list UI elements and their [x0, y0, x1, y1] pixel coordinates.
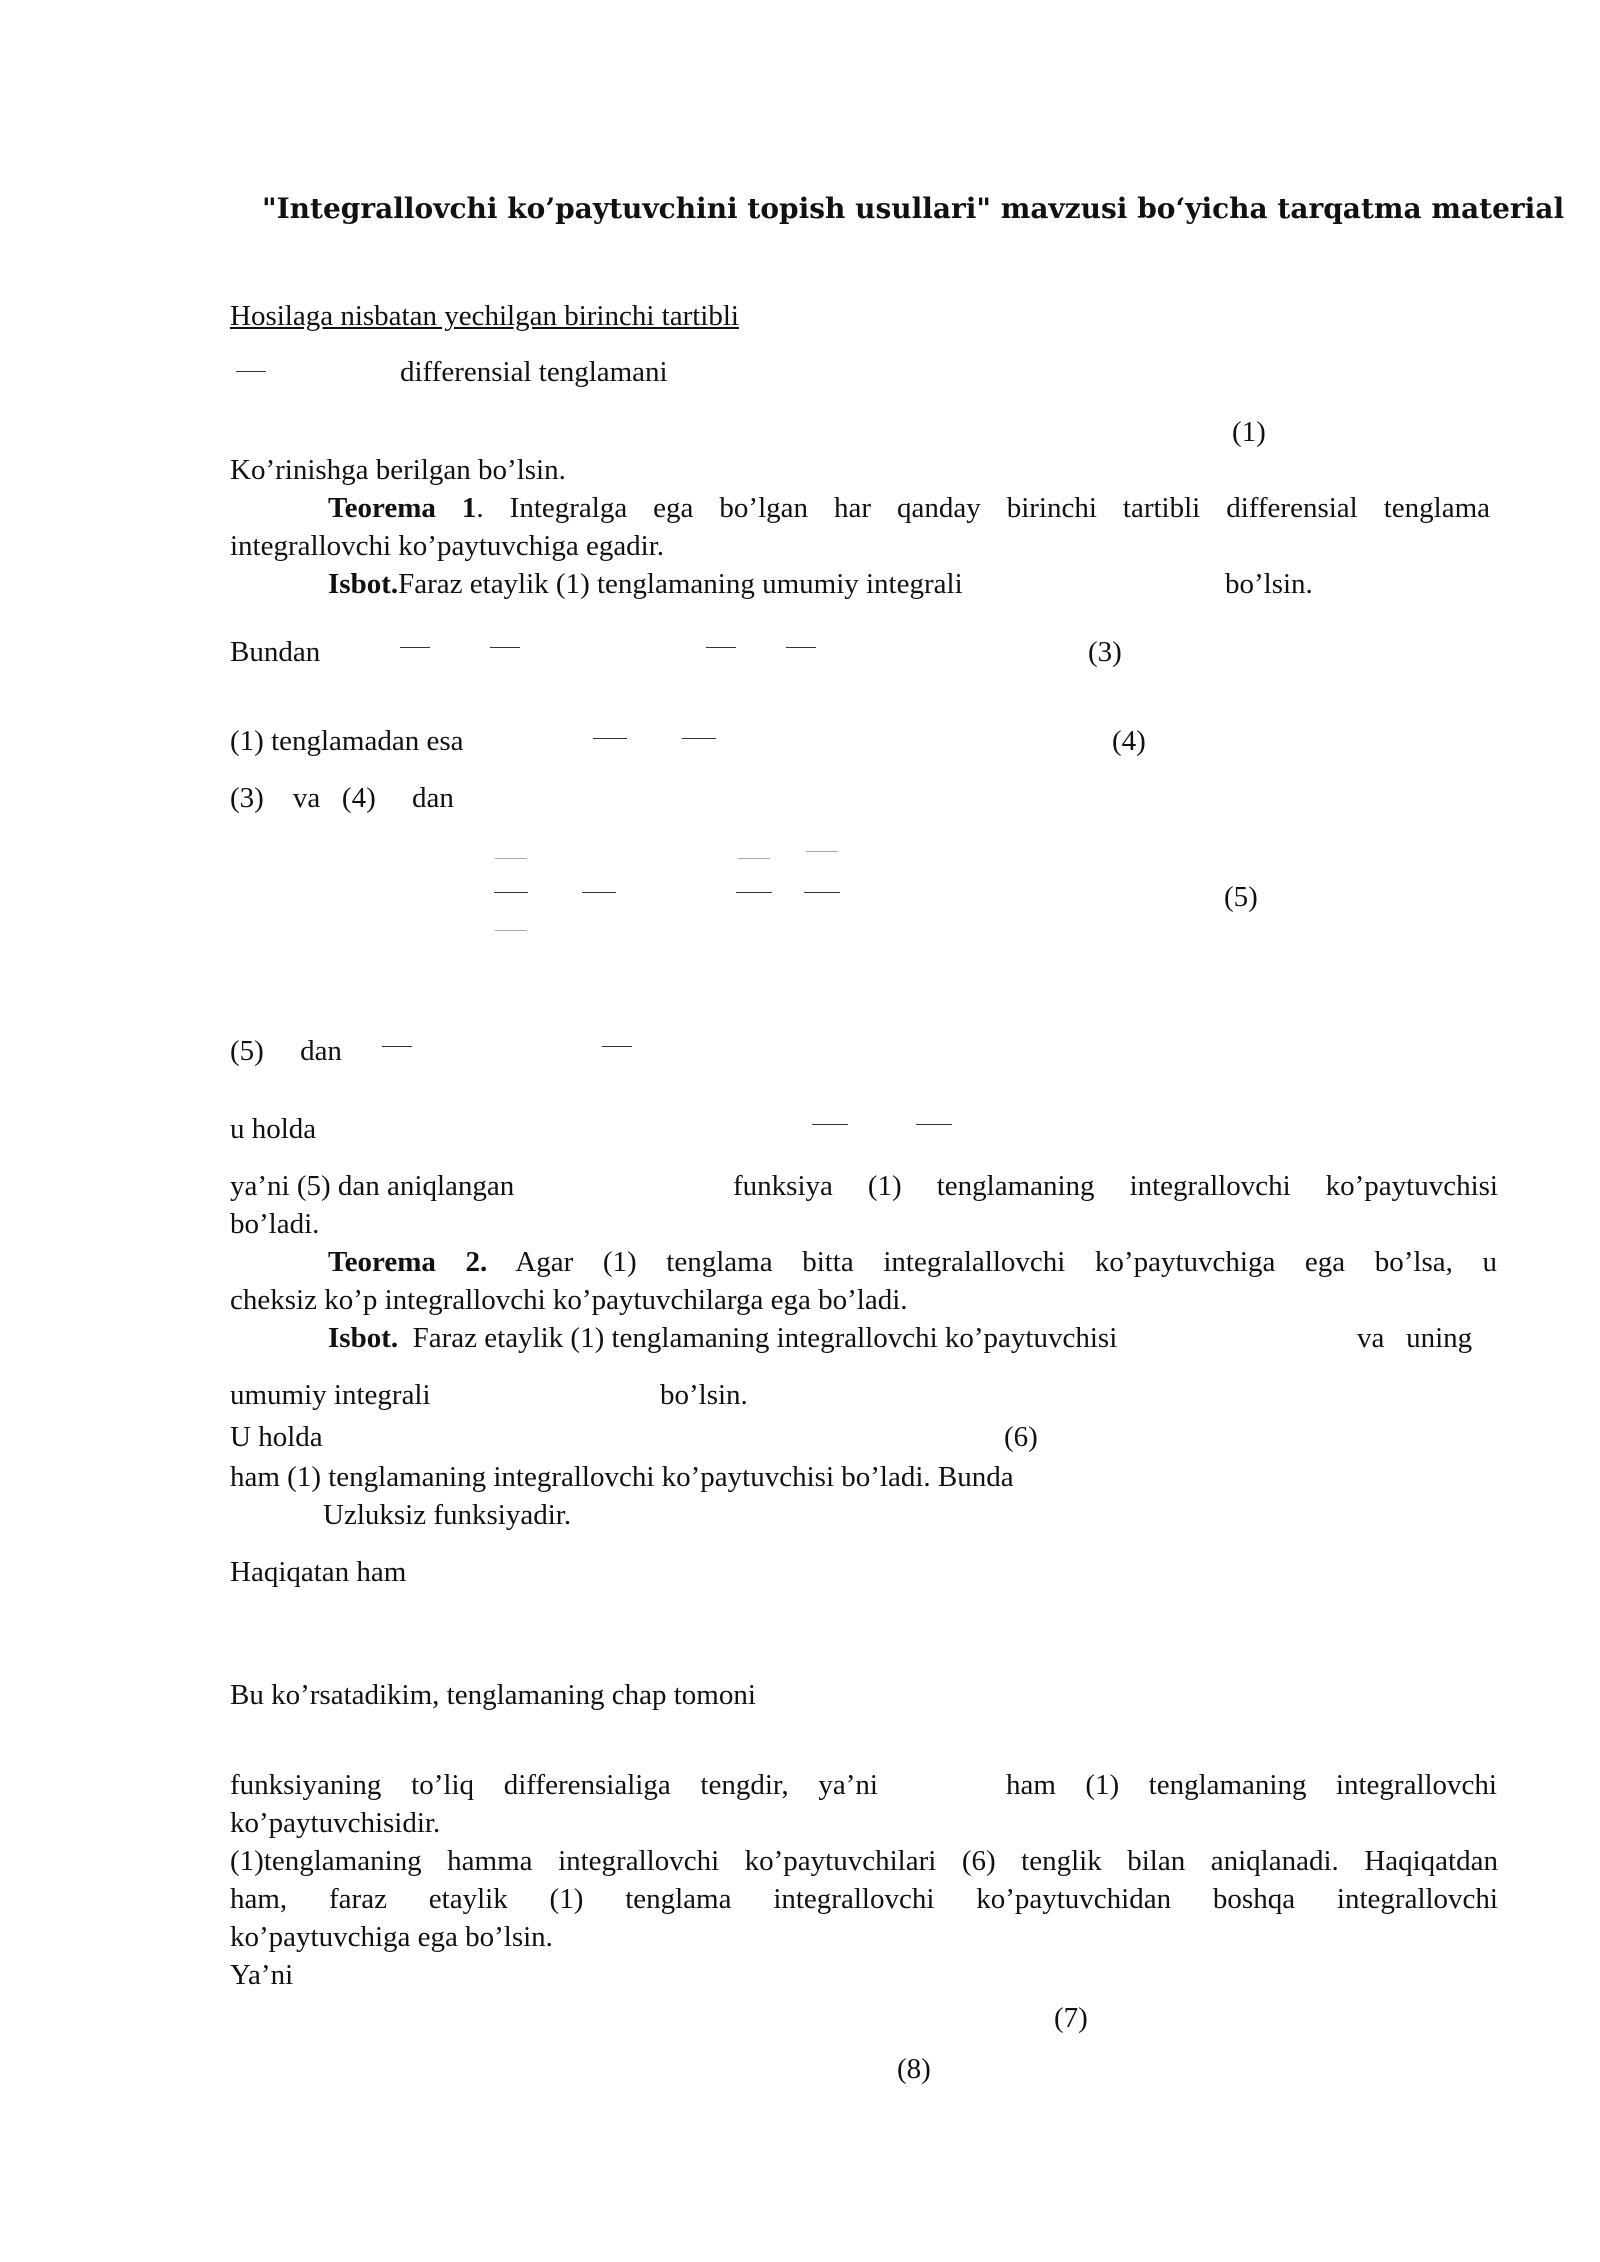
paragraph-text: ham (1) tenglamaning integrallovchi ko’paytuvchisi bo’ladi. Bunda [230, 1461, 1014, 1493]
fraction-bar [602, 1046, 632, 1047]
proof-2-label: Isbot. [328, 1322, 399, 1354]
proof-2-line [328, 1319, 1117, 1357]
paragraph-text: U holda [230, 1421, 323, 1453]
paragraph-text: funksiyaning to’liq differensialiga tengdir, ya’ni [230, 1769, 878, 1801]
paragraph-text: funksiya (1) tenglamaning integrallovchi ko’paytuvchisi [733, 1170, 1498, 1202]
paragraph-text: bo’ladi. [230, 1208, 320, 1240]
fraction-bar [738, 858, 770, 859]
fraction-bar [582, 892, 616, 893]
intro-line-2: differensial tenglamani [400, 356, 668, 388]
paragraph-text: Ko’rinishga berilgan bo’lsin. [230, 454, 566, 486]
fraction-bar [495, 858, 527, 859]
proof-2-end: va uning [1357, 1322, 1473, 1354]
paragraph-text: umumiy integrali [230, 1379, 431, 1411]
paragraph-text: (1) tenglamadan esa [230, 725, 464, 757]
theorem-1-line-1 [230, 489, 1490, 527]
fraction-bar [736, 892, 772, 893]
theorem-2-text: Agar (1) tenglama bitta integralallovchi ko’paytuvchiga ega bo’lsa, u [487, 1246, 1497, 1278]
theorem-2-line-2: cheksiz ko’p integrallovchi ko’paytuvchilarga ega bo’ladi. [230, 1284, 908, 1316]
fraction-bar [400, 647, 430, 648]
fraction-bar [916, 1124, 952, 1125]
paragraph-text: (3) va (4) dan [230, 782, 454, 814]
proof-2-text: Faraz etaylik (1) tenglamaning integrallovchi ko’paytuvchisi [398, 1322, 1118, 1354]
equation-number-1: (1) [1232, 416, 1266, 448]
paragraph-text: Ya’ni [230, 1959, 294, 1991]
paragraph-text: Bundan [230, 636, 321, 668]
paragraph-text: u holda [230, 1113, 317, 1145]
fraction-bar [812, 1124, 848, 1125]
paragraph-text: (1)tenglamaning hamma integrallovchi ko’paytuvchilari (6) tenglik bilan aniqlanadi. Haqiqatdan [230, 1845, 1498, 1877]
paragraph-text: (5) dan [230, 1035, 342, 1067]
theorem-1-label: Teorema 1 [328, 492, 477, 524]
paragraph-text: ya’ni (5) dan aniqlangan [230, 1170, 515, 1202]
document-title: "Integrallovchi ko’paytuvchini topish usullari" mavzusi bo‘yicha tarqatma material [262, 192, 1565, 225]
fraction-bar [382, 1046, 412, 1047]
paragraph-text: ko’paytuvchisidir. [230, 1807, 441, 1839]
fraction-bar [490, 647, 520, 648]
paragraph-text: ko’paytuvchiga ega bo’lsin. [230, 1921, 553, 1953]
fraction-bar [786, 647, 816, 648]
fraction-bar [706, 647, 736, 648]
paragraph-text: bo’lsin. [660, 1379, 748, 1411]
fraction-bar [236, 371, 266, 372]
theorem-2-line-1 [230, 1243, 1497, 1281]
fraction-bar [806, 851, 838, 852]
theorem-2-label: Teorema 2. [328, 1246, 488, 1278]
equation-number-6: (6) [1004, 1421, 1038, 1453]
fraction-bar [804, 892, 840, 893]
proof-1-end: bo’lsin. [1225, 568, 1313, 600]
equation-number-4: (4) [1112, 725, 1146, 757]
fraction-bar [682, 738, 716, 739]
paragraph-text: ham (1) tenglamaning integrallovchi [1006, 1769, 1497, 1801]
equation-number-3: (3) [1088, 636, 1122, 668]
paragraph-text: Haqiqatan ham [230, 1556, 407, 1588]
theorem-1-text: . Integralga ega bo’lgan har qanday birinchi tartibli differensial tenglama [476, 492, 1490, 524]
equation-number-5: (5) [1224, 881, 1258, 913]
fraction-bar [494, 892, 528, 893]
proof-1-label: Isbot. [328, 568, 399, 600]
fraction-bar [593, 738, 627, 739]
theorem-1-line-2: integrallovchi ko’paytuvchiga egadir. [230, 530, 665, 562]
equation-number-8: (8) [897, 2053, 931, 2085]
proof-1-text: Faraz etaylik (1) tenglamaning umumiy integrali [398, 568, 963, 600]
paragraph-text: Bu ko’rsatadikim, tenglamaning chap tomoni [230, 1679, 756, 1711]
paragraph-text: ham, faraz etaylik (1) tenglama integrallovchi ko’paytuvchidan boshqa integrallovchi [230, 1883, 1498, 1915]
fraction-bar [495, 930, 527, 931]
proof-1-line [328, 565, 963, 603]
intro-line: Hosilaga nisbatan yechilgan birinchi tartibli [230, 300, 739, 332]
equation-number-7: (7) [1054, 2002, 1088, 2034]
paragraph-text: Uzluksiz funksiyadir. [323, 1499, 572, 1531]
